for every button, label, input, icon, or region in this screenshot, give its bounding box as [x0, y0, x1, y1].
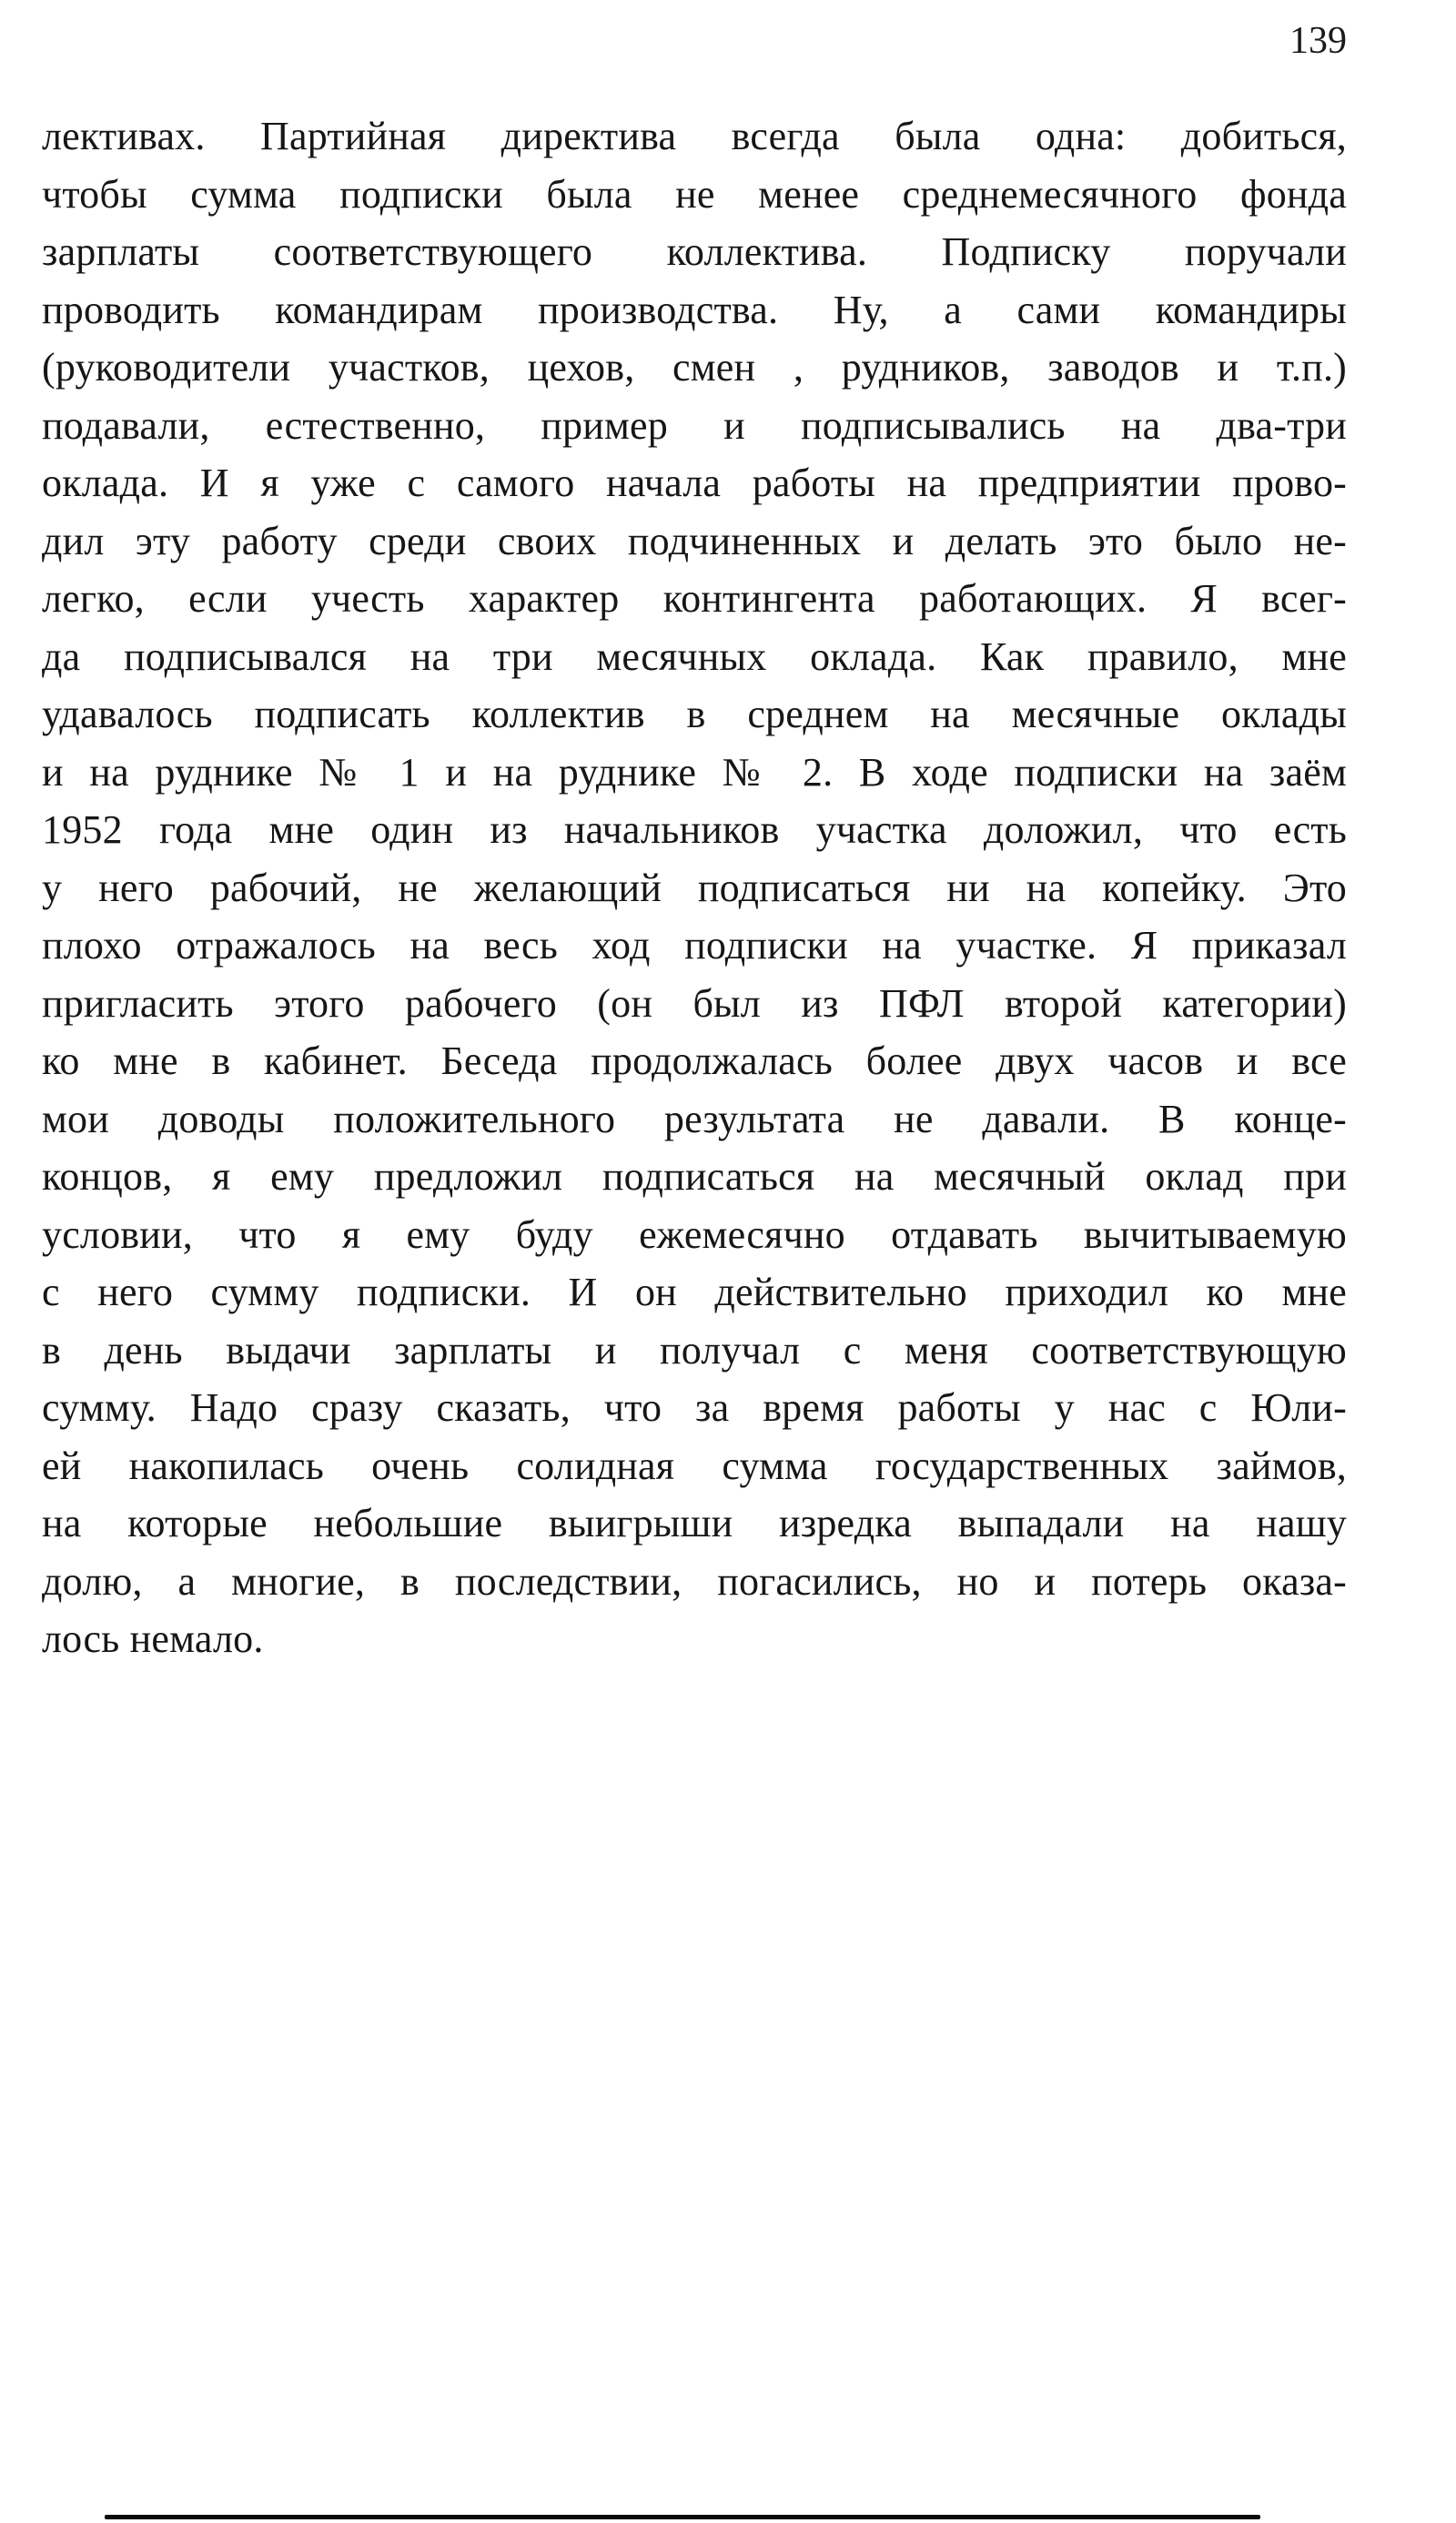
scan-artifact-line — [105, 2515, 1260, 2519]
text-line: и на руднике № 1 и на руднике № 2. В ходе подписки на заём — [42, 749, 1347, 795]
text-line: (руководители участков, цехов, смен , рудников, заводов и т.п.) — [42, 345, 1347, 390]
text-line: легко, если учесть характер контингента работающих. Я всег- — [42, 576, 1347, 621]
page-number: 139 — [1289, 20, 1347, 62]
paragraph — [42, 107, 1347, 1668]
text-line: подавали, естественно, пример и подписывались на два-три — [42, 402, 1347, 448]
text-line: зарплаты соответствующего коллектива. Подписку поручали — [42, 229, 1347, 274]
text-line: в день выдачи зарплаты и получал с меня соответствующую — [42, 1327, 1347, 1373]
text-line: да подписывался на три месячных оклада. Как правило, мне — [42, 633, 1347, 679]
text-line: лось немало. — [42, 1616, 264, 1661]
text-line: концов, я ему предложил подписаться на месячный оклад при — [42, 1154, 1347, 1199]
text-line: на которые небольшие выигрыши изредка выпадали на нашу — [42, 1501, 1347, 1545]
text-line: 1952 года мне один из начальников участка доложил, что есть — [42, 807, 1347, 852]
text-line: удавалось подписать коллектив в среднем на месячные оклады — [42, 692, 1347, 736]
text-line: ей накопилась очень солидная сумма государственных займов, — [42, 1443, 1347, 1488]
text-line: с него сумму подписки. И он действительно приходил ко мне — [42, 1270, 1347, 1314]
text-line: проводить командирам производства. Ну, а сами командиры — [42, 287, 1347, 332]
text-line: условии, что я ему буду ежемесячно отдавать вычитываемую — [42, 1211, 1347, 1257]
text-line: мои доводы положительного результата не давали. В конце- — [42, 1096, 1347, 1141]
text-line: пригласить этого рабочего (он был из ПФЛ второй категории) — [42, 980, 1347, 1026]
text-line: сумму. Надо сразу сказать, что за время работы у нас с Юли- — [42, 1385, 1347, 1430]
text-line: лективах. Партийная директива всегда была одна: добиться, — [42, 114, 1347, 158]
text-line: чтобы сумма подписки была не менее среднемесячного фонда — [42, 171, 1347, 217]
text-line: дил эту работу среди своих подчиненных и делать это было не- — [42, 518, 1347, 563]
text-line: у него рабочий, не желающий подписаться ни на копейку. Это — [42, 865, 1347, 910]
text-line: ко мне в кабинет. Беседа продолжалась более двух часов и все — [42, 1039, 1347, 1083]
text-line: оклада. И я уже с самого начала работы на предприятии прово- — [42, 461, 1347, 505]
text-line: плохо отражалось на весь ход подписки на участке. Я приказал — [42, 923, 1347, 968]
text-line: долю, а многие, в последствии, погасились, но и потерь оказа- — [42, 1558, 1347, 1604]
